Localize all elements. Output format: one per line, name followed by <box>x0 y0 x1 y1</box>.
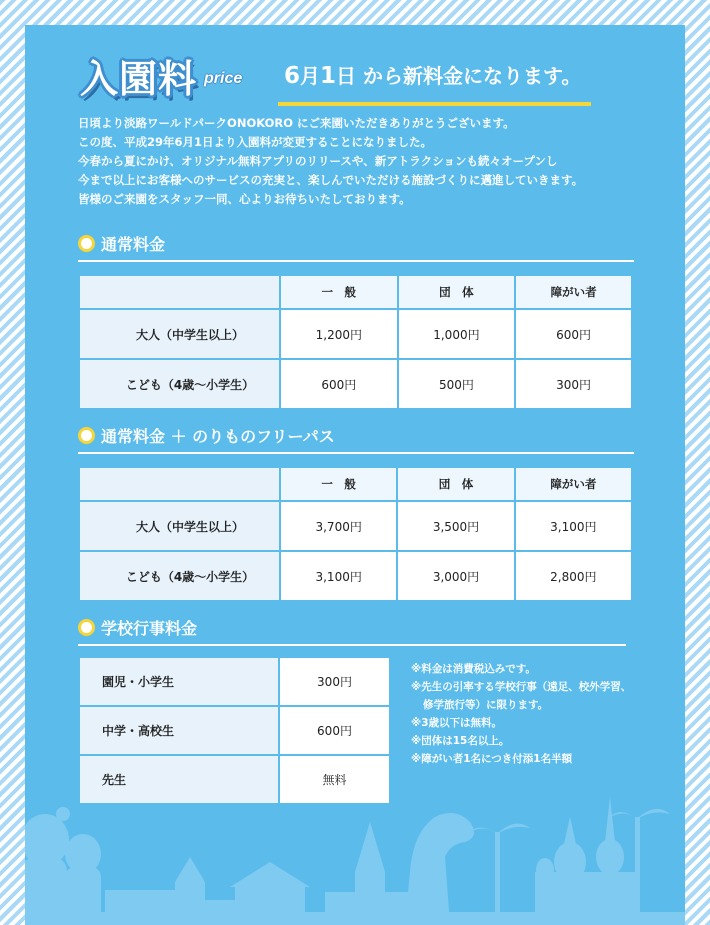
section-freepass-title: 通常料金 ＋ のりものフリーパス <box>101 427 335 446</box>
column-header-group: 団 体 <box>397 467 514 501</box>
price-cell: 3,700円 <box>280 501 397 551</box>
intro-line: 皆様のご来園をスタッフ一同、心よりお待ちいたしております。 <box>78 192 411 206</box>
bullet-icon <box>78 235 95 252</box>
headline-month-unit: 月 <box>300 64 321 88</box>
price-cell: 3,000円 <box>397 551 514 601</box>
intro-line: 今まで以上にお客様へのサービスの充実と、楽しんでいただける施設づくりに邁進していきます。 <box>78 173 584 187</box>
notes <box>411 660 631 768</box>
price-cell: 1,000円 <box>398 309 516 359</box>
headline-day: 1 <box>320 63 337 89</box>
column-header-general: 一 般 <box>280 275 398 309</box>
price-cell: 500円 <box>398 359 516 409</box>
price-cell: 3,100円 <box>280 551 397 601</box>
table-row <box>79 501 632 551</box>
price-cell: 300円 <box>515 359 632 409</box>
intro-line: この度、平成29年6月1日より入園料が変更することになりました。 <box>78 135 433 149</box>
freepass-fee-table <box>78 466 633 602</box>
table-row <box>79 657 390 706</box>
table-corner <box>79 275 280 309</box>
note-line: ※先生の引率する学校行事（遠足、校外学習、 <box>411 681 632 693</box>
table-row <box>79 359 632 409</box>
price-cell: 600円 <box>279 706 390 755</box>
price-cell: 3,100円 <box>515 501 632 551</box>
section-regular <box>78 232 634 262</box>
price-cell: 600円 <box>280 359 398 409</box>
section-school <box>78 616 626 646</box>
bullet-icon <box>78 427 95 444</box>
row-label: こども（4歳〜小学生） <box>79 551 280 601</box>
headline-day-unit: 日 <box>336 64 357 88</box>
column-header-general: 一 般 <box>280 467 397 501</box>
note-line: ※団体は15名以上。 <box>411 735 510 747</box>
table-row <box>79 309 632 359</box>
table-row <box>79 706 390 755</box>
note-line: ※障がい者1名につき付添1名半額 <box>411 753 573 765</box>
column-header-disabled: 障がい者 <box>515 275 632 309</box>
intro-text <box>78 114 658 209</box>
intro-line: 今春から夏にかけ、オリジナル無料アプリのリリースや、新アトラクションも続々オープンし <box>78 154 558 168</box>
price-cell: 2,800円 <box>515 551 632 601</box>
page-title-sub: price <box>204 70 243 87</box>
section-school-title: 学校行事料金 <box>101 619 198 638</box>
row-label: 大人（中学生以上） <box>79 501 280 551</box>
headline <box>278 60 591 106</box>
section-freepass <box>78 424 634 454</box>
note-line: ※料金は消費税込みです。 <box>411 663 536 675</box>
section-regular-title: 通常料金 <box>101 235 166 254</box>
park-skyline-illustration <box>25 762 685 925</box>
row-label: こども（4歳〜小学生） <box>79 359 280 409</box>
note-line: ※3歳以下は無料。 <box>411 717 503 729</box>
intro-line: 日頃より淡路ワールドパークONOKORO にご来園いただきありがとうございます。 <box>78 116 515 130</box>
row-label: 園児・小学生 <box>79 657 279 706</box>
row-label: 大人（中学生以上） <box>79 309 280 359</box>
note-line: 修学旅行等）に限ります。 <box>423 699 549 711</box>
bullet-icon <box>78 619 95 636</box>
price-cell: 1,200円 <box>280 309 398 359</box>
regular-fee-table <box>78 274 633 410</box>
price-cell: 600円 <box>515 309 632 359</box>
row-label: 中学・高校生 <box>79 706 279 755</box>
table-header-row <box>79 275 632 309</box>
table-row <box>79 551 632 601</box>
row-label: 先生 <box>79 755 279 804</box>
headline-text: から新料金になります。 <box>356 64 582 88</box>
price-cell: 300円 <box>279 657 390 706</box>
price-cell: 3,500円 <box>397 501 514 551</box>
column-header-group: 団 体 <box>398 275 516 309</box>
price-cell: 無料 <box>279 755 390 804</box>
column-header-disabled: 障がい者 <box>515 467 632 501</box>
page-title: 入園料 <box>80 57 198 101</box>
table-corner <box>79 467 280 501</box>
headline-month: 6 <box>284 63 301 89</box>
table-header-row <box>79 467 632 501</box>
